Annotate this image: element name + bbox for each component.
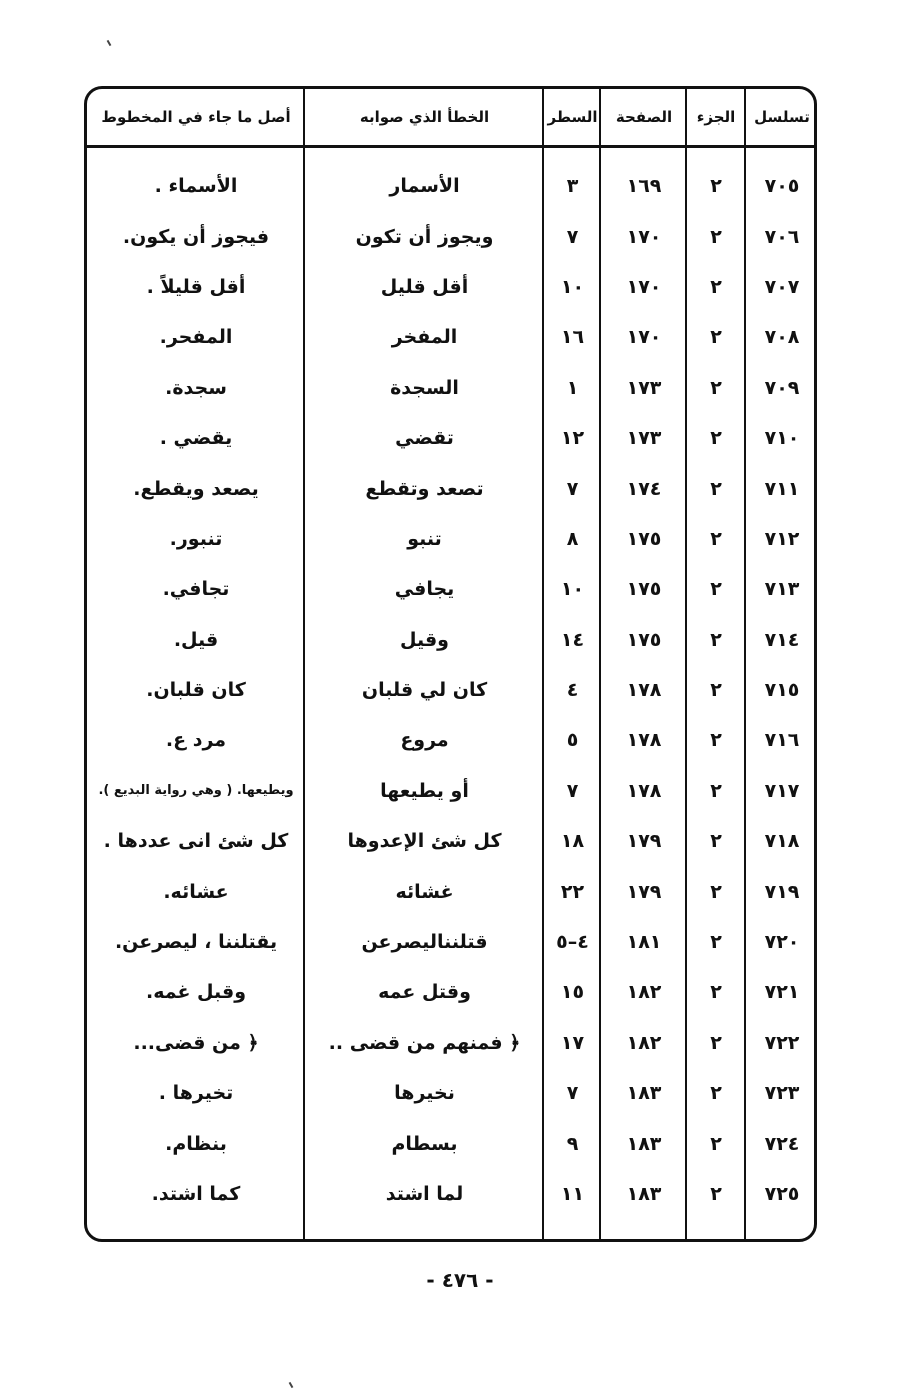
cell-wrong: نخيرها: [394, 1082, 455, 1105]
cell-part: ٢: [710, 679, 722, 702]
cell-line: ١: [566, 376, 579, 399]
table-row: [87, 1068, 814, 1118]
cell-wrong: السجدة: [390, 376, 459, 399]
cell-original: بنظام.: [165, 1132, 227, 1155]
table-row: [87, 816, 814, 866]
cell-page: ١٧٣: [626, 376, 662, 399]
cell-serial: ٧١٤: [764, 628, 800, 651]
cell-page: ١٧٩: [626, 830, 662, 853]
cell-line: ٩: [566, 1132, 579, 1155]
cell-original: تجافي.: [162, 578, 230, 601]
cell-line: ٧: [566, 779, 579, 802]
header-serial: تسلسل: [754, 108, 810, 126]
cell-line: ٧: [566, 1082, 579, 1105]
cell-serial: ٧١١: [764, 477, 800, 500]
header-line: السطر: [547, 108, 598, 126]
cell-serial: ٧٠٥: [764, 175, 800, 198]
cell-line: ٨: [566, 527, 579, 550]
cell-serial: ٧١٧: [764, 779, 800, 802]
cell-page: ١٧٠: [626, 275, 662, 298]
cell-serial: ٧١٥: [764, 679, 800, 702]
cell-page: ١٧٨: [626, 779, 662, 802]
cell-wrong: لما اشتد: [385, 1183, 464, 1205]
cell-original: ﴿ من قضى...: [133, 1031, 259, 1054]
cell-wrong: تقضي: [395, 427, 454, 450]
cell-page: ١٨٣: [626, 1132, 662, 1155]
cell-wrong: يجافي: [394, 578, 455, 601]
table-row: [87, 715, 814, 765]
cell-wrong: ﴿ فمنهم من قضى ..: [328, 1031, 521, 1054]
cell-original: كل شئ انى عددها .: [103, 830, 289, 853]
cell-wrong: كل شئ الإعدوها: [347, 830, 502, 853]
cell-serial: ٧٢٥: [764, 1183, 800, 1205]
cell-wrong: مروع: [400, 729, 449, 752]
cell-serial: ٧٠٩: [764, 376, 800, 399]
header-part: الجزء: [696, 108, 736, 126]
table-row: [87, 665, 814, 715]
cell-part: ٢: [710, 1132, 722, 1155]
cell-line: ١١: [560, 1183, 585, 1205]
table-row: [87, 917, 814, 967]
cell-original: ويطيعها. ( وهي رواية البديع ).: [98, 783, 294, 799]
table-row: [87, 262, 814, 312]
cell-serial: ٧١٦: [764, 729, 800, 752]
cell-serial: ٧٠٧: [764, 275, 800, 298]
table-row: [87, 1118, 814, 1168]
cell-page: ١٦٩: [626, 175, 662, 198]
scan-speck: [289, 1382, 294, 1388]
cell-original: يقتلننا ، ليصرعن.: [114, 931, 278, 954]
table-row: [87, 866, 814, 916]
cell-wrong: تصعد وتقطع: [365, 477, 484, 500]
cell-serial: ٧١٩: [764, 880, 800, 903]
cell-original: مرد ع.: [165, 729, 227, 752]
cell-part: ٢: [710, 729, 722, 752]
cell-line: ٤: [566, 679, 579, 702]
cell-original: عشائه.: [163, 880, 229, 903]
header-divider: [87, 145, 814, 148]
cell-part: ٢: [710, 981, 722, 1004]
cell-page: ١٨٢: [626, 981, 662, 1004]
cell-part: ٢: [710, 1183, 722, 1205]
cell-line: ١٠: [560, 578, 585, 601]
cell-serial: ٧٢٢: [764, 1031, 800, 1054]
cell-page: ١٧٣: [626, 427, 662, 450]
cell-original: تنبور.: [169, 527, 223, 550]
cell-wrong: تنبو: [407, 527, 442, 550]
cell-page: ١٧٨: [626, 729, 662, 752]
cell-serial: ٧١٢: [764, 527, 800, 550]
cell-part: ٢: [710, 477, 722, 500]
table-row: [87, 1169, 814, 1219]
cell-part: ٢: [710, 275, 722, 298]
table-row: [87, 514, 814, 564]
table-body: [87, 161, 814, 1219]
cell-line: ٤–٥: [556, 931, 589, 954]
cell-wrong: أقل قليل: [380, 275, 469, 298]
cell-page: ١٧٥: [626, 628, 662, 651]
cell-part: ٢: [710, 427, 722, 450]
cell-part: ٢: [710, 326, 722, 349]
cell-wrong: وقتل عمه: [378, 981, 471, 1004]
cell-part: ٢: [710, 225, 722, 248]
cell-serial: ٧٢٠: [764, 931, 800, 954]
cell-wrong: كان لي قلبان: [361, 679, 488, 702]
cell-line: ٥: [566, 729, 579, 752]
cell-wrong: قتلنناليصرعن: [361, 931, 488, 954]
cell-wrong: ويجوز أن تكون: [355, 225, 494, 248]
cell-part: ٢: [710, 1031, 722, 1054]
table-row: [87, 564, 814, 614]
cell-part: ٢: [710, 175, 722, 198]
cell-original: سجدة.: [165, 376, 227, 399]
scan-speck: [107, 40, 112, 46]
cell-line: ٧: [566, 477, 579, 500]
cell-original: كان قلبان.: [146, 679, 246, 702]
cell-line: ١٥: [560, 981, 585, 1004]
cell-original: فيجوز أن يكون.: [122, 225, 270, 248]
cell-page: ١٨١: [626, 931, 662, 954]
table-row: [87, 312, 814, 362]
cell-line: ٢٢: [560, 880, 585, 903]
cell-serial: ٧٢٤: [764, 1132, 800, 1155]
cell-wrong: بسطام: [391, 1132, 458, 1155]
cell-original: قيل.: [173, 628, 219, 651]
cell-serial: ٧٠٦: [764, 225, 800, 248]
cell-page: ١٧٠: [626, 326, 662, 349]
table-row: [87, 1018, 814, 1068]
errata-table: [84, 86, 817, 1242]
cell-serial: ٧١٨: [764, 830, 800, 853]
cell-original: أقل قليلاً .: [146, 275, 246, 298]
table-row: [87, 413, 814, 463]
header-wrong: الخطأ الذي صوابه: [359, 108, 490, 126]
cell-serial: ٧١٠: [764, 427, 800, 450]
cell-part: ٢: [710, 830, 722, 853]
cell-serial: ٧٢١: [764, 981, 800, 1004]
cell-page: ١٧٤: [626, 477, 662, 500]
cell-original: كما اشتد.: [151, 1183, 241, 1205]
cell-original: المفحر.: [159, 326, 233, 349]
cell-part: ٢: [710, 880, 722, 903]
table-row: [87, 967, 814, 1017]
cell-part: ٢: [710, 779, 722, 802]
cell-serial: ٧١٣: [764, 578, 800, 601]
cell-line: ١٠: [560, 275, 585, 298]
cell-page: ١٨٢: [626, 1031, 662, 1054]
cell-original: وقبل غمه.: [145, 981, 247, 1004]
cell-original: تخيرها .: [158, 1082, 234, 1105]
cell-page: ١٨٣: [626, 1082, 662, 1105]
cell-part: ٢: [710, 527, 722, 550]
cell-wrong: المفخر: [391, 326, 458, 349]
cell-original: يقضي .: [159, 427, 233, 450]
cell-line: ١٧: [560, 1031, 585, 1054]
table-row: [87, 463, 814, 513]
table-row: [87, 363, 814, 413]
cell-part: ٢: [710, 931, 722, 954]
cell-wrong: وقيل: [400, 628, 449, 651]
cell-page: ١٨٣: [626, 1183, 662, 1205]
cell-serial: ٧٢٣: [764, 1082, 800, 1105]
header-page: الصفحة: [615, 108, 673, 126]
cell-serial: ٧٠٨: [764, 326, 800, 349]
table-row: [87, 211, 814, 261]
cell-original: يصعد ويقطع.: [133, 477, 259, 500]
cell-original: الأسماء .: [154, 175, 238, 198]
cell-wrong: أو يطيعها: [380, 779, 469, 802]
cell-wrong: غشائه: [395, 880, 454, 903]
cell-wrong: الأسمار: [389, 175, 460, 198]
cell-part: ٢: [710, 376, 722, 399]
cell-line: ٧: [566, 225, 579, 248]
table-row: [87, 161, 814, 211]
cell-line: ١٦: [560, 326, 585, 349]
cell-part: ٢: [710, 578, 722, 601]
header-original: أصل ما جاء في المخطوط: [101, 108, 291, 126]
cell-page: ١٧٩: [626, 880, 662, 903]
cell-part: ٢: [710, 1082, 722, 1105]
cell-line: ١٨: [560, 830, 585, 853]
cell-line: ١٢: [560, 427, 585, 450]
cell-page: ١٧٥: [626, 527, 662, 550]
cell-line: ٣: [566, 175, 579, 198]
cell-page: ١٧٠: [626, 225, 662, 248]
table-row: [87, 615, 814, 665]
cell-page: ١٧٨: [626, 679, 662, 702]
table-row: [87, 766, 814, 816]
cell-page: ١٧٥: [626, 578, 662, 601]
page-number: - ٤٧٦ -: [426, 1268, 494, 1292]
cell-line: ١٤: [560, 628, 585, 651]
cell-part: ٢: [710, 628, 722, 651]
